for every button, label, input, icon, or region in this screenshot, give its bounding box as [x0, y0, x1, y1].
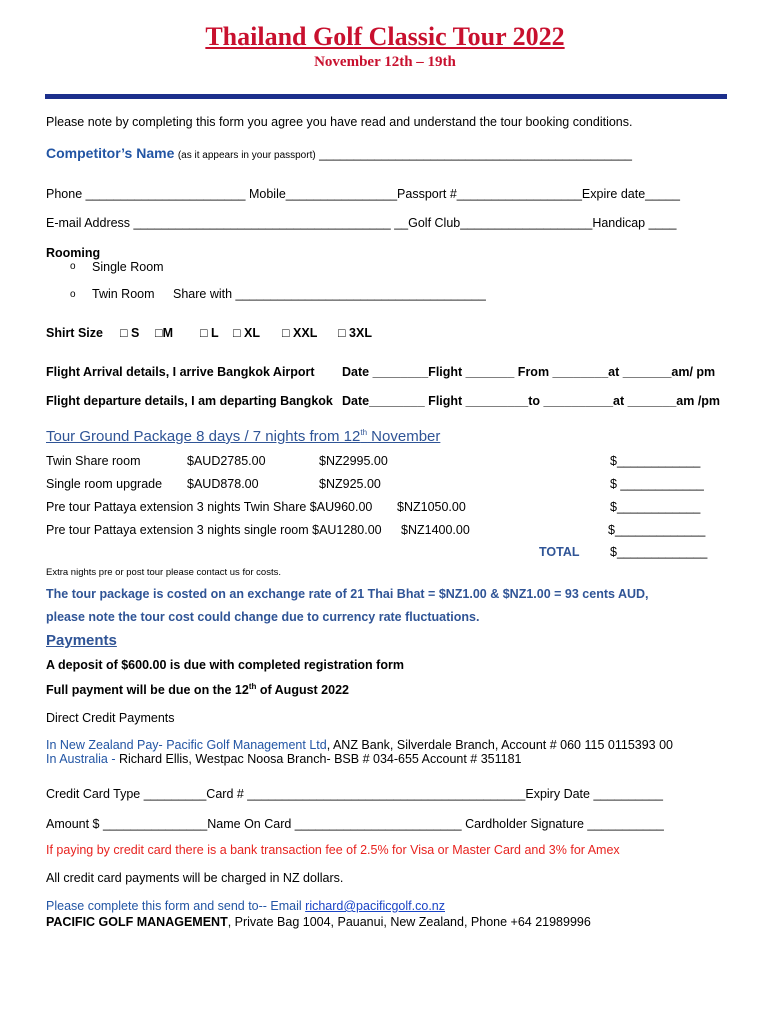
competitor-name-label: Competitor’s Name [46, 145, 175, 161]
credit-card-row[interactable]: Credit Card Type _________Card # ________________________________________Expiry Date __________ [46, 787, 663, 801]
package-row-label: Single room upgrade [46, 477, 163, 491]
checkbox-icon[interactable]: □ [233, 326, 241, 340]
tour-dates: November 12th – 19th [314, 54, 456, 70]
package-row-aud: $AUD878.00 [187, 477, 259, 491]
package-row-amount-field[interactable]: $____________ [610, 454, 701, 468]
package-row-label: Pre tour Pattaya extension 3 nights Twin Share $AU960.00 [46, 500, 373, 514]
direct-credit-heading: Direct Credit Payments [46, 711, 175, 725]
send-instructions: Please complete this form and send to-- Email richard@pacificgolf.co.nz [46, 899, 445, 913]
shirt-size-s[interactable]: □ S [120, 326, 140, 340]
nz-bank-details: In New Zealand Pay- Pacific Golf Management Ltd, ANZ Bank, Silverdale Branch, Account # 060 115 0115393 00 [46, 738, 673, 752]
package-row-label: Pre tour Pattaya extension 3 nights single room $AU1280.00 [46, 523, 382, 537]
package-row-label: Twin Share room [46, 454, 141, 468]
share-with-field[interactable]: Share with ____________________________________ [173, 287, 486, 301]
twin-room-option[interactable]: Twin Room [92, 287, 155, 301]
nz-dollars-note: All credit card payments will be charged in NZ dollars. [46, 871, 344, 885]
full-payment-note: Full payment will be due on the 12th of August 2022 [46, 682, 349, 698]
checkbox-icon[interactable]: □ [282, 326, 290, 340]
total-label: TOTAL [539, 545, 580, 559]
competitor-name-hint: (as it appears in your passport) [177, 150, 316, 161]
package-row-nz: $NZ1400.00 [401, 523, 470, 537]
rooming-label: Rooming [46, 246, 101, 260]
au-bank-details: In Australia - Richard Ellis, Westpac Noosa Branch- BSB # 034-655 Account # 351181 [46, 752, 522, 766]
phone-row[interactable]: Phone _______________________ Mobile________________Passport #__________________Expire date_____ [46, 187, 680, 201]
exchange-rate-note: The tour package is costed on an exchange rate of 21 Thai Bhat = $NZ1.00 & $NZ1.00 = 93 cents AUD, [46, 587, 649, 601]
shirt-size-xxl[interactable]: □ XXL [282, 326, 318, 340]
competitor-name-field[interactable]: _____________________________________________ [319, 147, 633, 161]
package-row-aud: $AUD2785.00 [187, 454, 266, 468]
package-heading: Tour Ground Package 8 days / 7 nights from 12th November [46, 428, 441, 445]
shirt-size-label: Shirt Size [46, 326, 103, 340]
form-title: Thailand Golf Classic Tour 2022 [205, 22, 565, 51]
deposit-note: A deposit of $600.00 is due with completed registration form [46, 658, 404, 672]
competitor-name-row [46, 145, 632, 161]
package-row-nz: $NZ925.00 [319, 477, 381, 491]
total-amount-field[interactable]: $_____________ [610, 545, 708, 559]
radio-bullet-icon[interactable]: o [70, 289, 76, 300]
email-link[interactable]: richard@pacificgolf.co.nz [305, 899, 445, 913]
flight-arrival-fields[interactable]: Date ________Flight _______ From ________at _______am/ pm [342, 365, 716, 379]
shirt-size-l[interactable]: □ L [200, 326, 219, 340]
checkbox-icon[interactable]: □ [338, 326, 346, 340]
radio-bullet-icon[interactable]: o [70, 261, 76, 272]
flight-departure-fields[interactable]: Date________ Flight _________to __________at _______am /pm [342, 394, 721, 408]
package-row-nz: $NZ1050.00 [397, 500, 466, 514]
amount-row[interactable]: Amount $ _______________Name On Card ________________________ Cardholder Signature ___________ [46, 817, 664, 831]
shirt-size-3xl[interactable]: □ 3XL [338, 326, 372, 340]
email-row[interactable]: E-mail Address _____________________________________ __Golf Club___________________Handicap ____ [46, 216, 677, 230]
exchange-rate-warning: please note the tour cost could change due to currency rate fluctuations. [46, 610, 480, 624]
card-fee-note: If paying by credit card there is a bank transaction fee of 2.5% for Visa or Master Card and 3% for Amex [46, 843, 620, 857]
extra-nights-note: Extra nights pre or post tour please contact us for costs. [46, 567, 281, 578]
agreement-note: Please note by completing this form you agree you have read and understand the tour booking conditions. [46, 115, 633, 129]
flight-departure-label: Flight departure details, I am departing Bangkok [46, 394, 333, 408]
package-row-amount-field[interactable]: $ ____________ [610, 477, 704, 491]
flight-arrival-label: Flight Arrival details, I arrive Bangkok Airport [46, 365, 315, 379]
checkbox-icon[interactable]: □ [155, 326, 163, 340]
company-address: PACIFIC GOLF MANAGEMENT, Private Bag 1004, Pauanui, New Zealand, Phone +64 21989996 [46, 915, 591, 929]
package-row-amount-field[interactable]: $____________ [610, 500, 701, 514]
shirt-size-m[interactable]: □M [155, 326, 173, 340]
checkbox-icon[interactable]: □ [200, 326, 208, 340]
header-divider [45, 94, 727, 99]
payments-heading: Payments [46, 632, 117, 649]
single-room-option[interactable]: Single Room [92, 260, 164, 274]
checkbox-icon[interactable]: □ [120, 326, 128, 340]
shirt-size-xl[interactable]: □ XL [233, 326, 261, 340]
package-row-amount-field[interactable]: $_____________ [608, 523, 706, 537]
package-row-nz: $NZ2995.00 [319, 454, 388, 468]
